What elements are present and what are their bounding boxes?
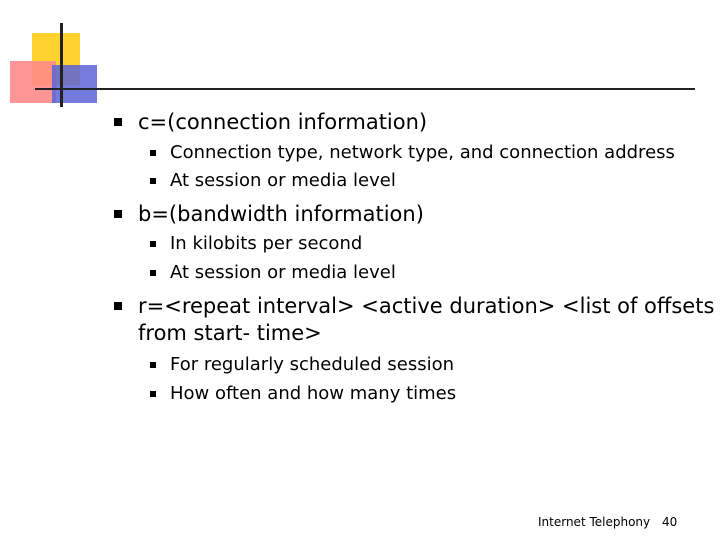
bullet-bandwidth-info: b=(bandwidth information)	[138, 202, 424, 226]
sub-bullet-marker	[150, 391, 156, 397]
sub-bullet-text: For regularly scheduled session	[170, 354, 455, 375]
bullet-marker	[114, 118, 122, 126]
decorative-blue-square	[52, 65, 97, 103]
decorative-red-square	[10, 61, 56, 103]
bullet-marker	[114, 210, 122, 218]
footer-title: Internet Telephony	[538, 515, 651, 529]
sub-bullet-text: In kilobits per second	[170, 233, 363, 254]
bullet-connection-info: c=(connection information)	[138, 110, 428, 134]
decorative-vertical-rule	[60, 23, 63, 107]
sub-bullet-text: Connection type, network type, and connection address	[170, 142, 675, 163]
sub-bullet-text: At session or media level	[170, 262, 396, 283]
sub-bullet-marker	[150, 362, 156, 368]
sub-bullet-marker	[150, 150, 156, 156]
sub-bullet-text: At session or media level	[170, 170, 396, 191]
sub-bullet-text: How often and how many times	[170, 383, 457, 404]
sub-bullet-marker	[150, 270, 156, 276]
bullet-repeat-info-line2: from start- time>	[138, 321, 322, 345]
bullet-marker	[114, 302, 122, 310]
page-number: 40	[662, 515, 678, 529]
sub-bullet-marker	[150, 241, 156, 247]
sub-bullet-marker	[150, 178, 156, 184]
title-divider-line	[35, 88, 695, 90]
bullet-repeat-info-line1: r=<repeat interval> <active duration> <list of offsets	[138, 294, 715, 318]
